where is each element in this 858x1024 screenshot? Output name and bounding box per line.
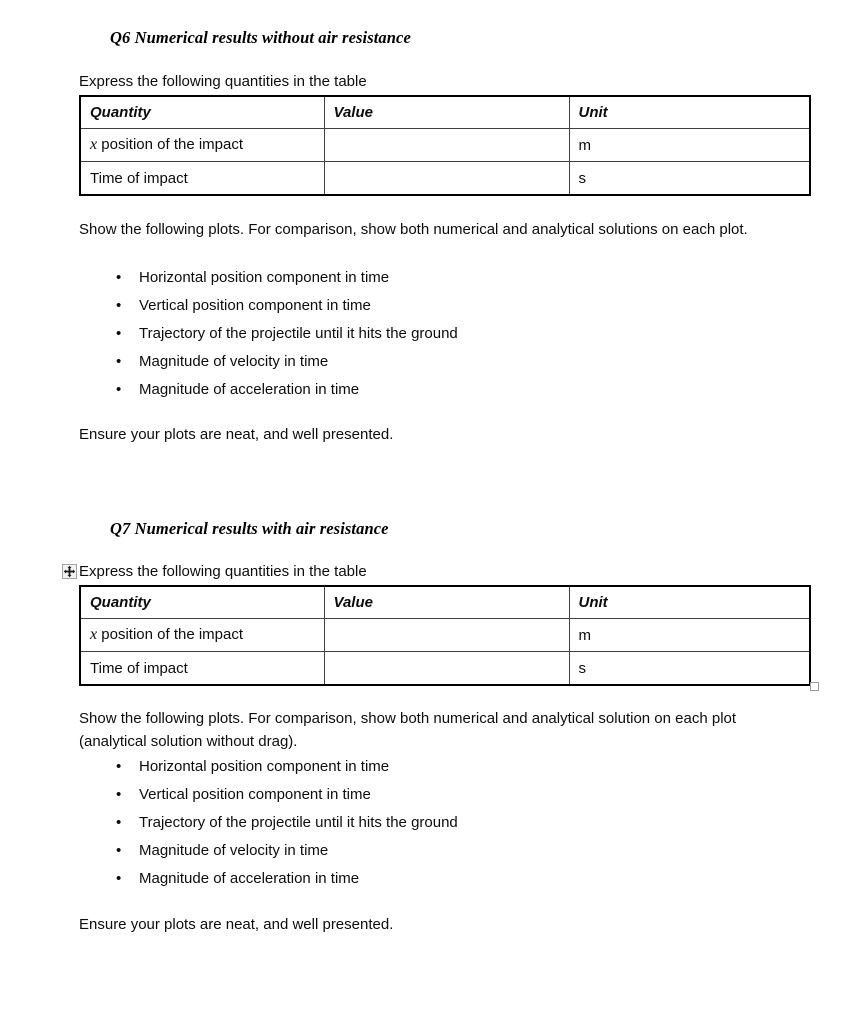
cell-unit-time-of-impact: s xyxy=(569,162,810,196)
plots-list-q7 xyxy=(79,753,458,893)
table-row xyxy=(80,162,810,196)
list-item: • Horizontal position component in time xyxy=(79,264,458,292)
list-item: • Magnitude of velocity in time xyxy=(79,348,458,376)
table-header-row xyxy=(80,96,810,129)
table-wrapper-q7 xyxy=(79,585,811,686)
table-wrapper-q6 xyxy=(79,95,811,196)
cell-unit-x-position: m xyxy=(569,129,810,162)
plots-intro-q6: Show the following plots. For comparison, show both numerical and analytical solutions on each plot. xyxy=(79,221,748,238)
table-row xyxy=(80,129,810,162)
cell-quantity-time-of-impact: Time of impact xyxy=(80,162,324,196)
cell-value-x-position[interactable] xyxy=(324,619,569,652)
table-move-handle-q7[interactable] xyxy=(62,564,77,579)
table-header-quantity: Quantity xyxy=(80,96,324,129)
closing-text-q7: Ensure your plots are neat, and well presented. xyxy=(79,916,394,933)
move-cross-icon xyxy=(63,565,76,578)
closing-text-q6: Ensure your plots are neat, and well presented. xyxy=(79,426,394,443)
list-item: • Magnitude of acceleration in time xyxy=(79,376,458,404)
list-item: • Vertical position component in time xyxy=(79,292,458,320)
table-header-value: Value xyxy=(324,586,569,619)
section-heading-q7: Q7 Numerical results with air resistance xyxy=(110,519,389,538)
intro-text-q7: Express the following quantities in the table xyxy=(79,563,367,580)
list-item: • Magnitude of acceleration in time xyxy=(79,865,458,893)
list-item: • Trajectory of the projectile until it hits the ground xyxy=(79,809,458,837)
quantities-table-q7 xyxy=(79,585,811,686)
table-row xyxy=(80,619,810,652)
cell-quantity-x-position xyxy=(80,619,324,652)
cell-quantity-text: position of the impact xyxy=(97,626,244,643)
math-variable-x: x xyxy=(90,136,98,153)
cell-quantity-text: position of the impact xyxy=(97,136,244,153)
plots-list-q6 xyxy=(79,264,458,404)
plots-intro-q7: Show the following plots. For comparison, show both numerical and analytical solution on each plot (analytical solution without drag). xyxy=(79,710,737,750)
list-item: • Horizontal position component in time xyxy=(79,753,458,781)
list-item: • Vertical position component in time xyxy=(79,781,458,809)
cell-unit-time-of-impact: s xyxy=(569,652,810,686)
list-item: • Trajectory of the projectile until it hits the ground xyxy=(79,320,458,348)
cell-quantity-time-of-impact: Time of impact xyxy=(80,652,324,686)
table-header-unit: Unit xyxy=(569,586,810,619)
cell-value-x-position[interactable] xyxy=(324,129,569,162)
list-item: • Magnitude of velocity in time xyxy=(79,837,458,865)
table-header-value: Value xyxy=(324,96,569,129)
math-variable-x: x xyxy=(90,626,98,643)
table-header-unit: Unit xyxy=(569,96,810,129)
cell-value-time-of-impact[interactable] xyxy=(324,652,569,686)
cell-value-time-of-impact[interactable] xyxy=(324,162,569,196)
quantities-table-q6 xyxy=(79,95,811,196)
cell-quantity-x-position xyxy=(80,129,324,162)
cell-unit-x-position: m xyxy=(569,619,810,652)
table-header-row xyxy=(80,586,810,619)
table-resize-handle-q7[interactable] xyxy=(810,682,819,691)
table-row xyxy=(80,652,810,686)
intro-text-q6: Express the following quantities in the table xyxy=(79,73,367,90)
table-header-quantity: Quantity xyxy=(80,586,324,619)
section-heading-q6: Q6 Numerical results without air resistance xyxy=(110,28,411,47)
